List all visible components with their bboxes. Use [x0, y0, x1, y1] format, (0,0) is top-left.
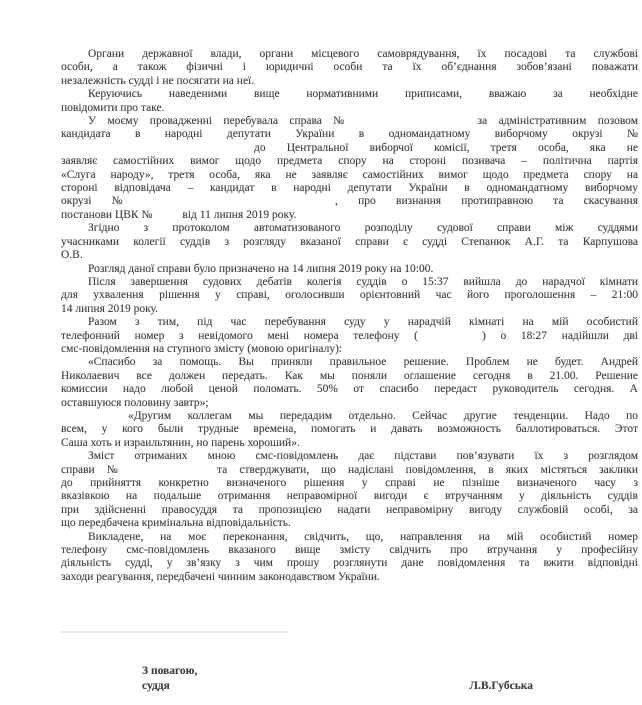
doc-text-segment: до Центральної виборчої комісії, третя особа, яка не [254, 141, 638, 154]
doc-line [61, 209, 638, 222]
doc-text-segment: Разом з тим, під час перебування суду у нарадчій кімнаті на мій особистий [88, 316, 638, 329]
doc-line [61, 289, 638, 302]
document-body [61, 48, 638, 693]
doc-line [61, 330, 638, 343]
doc-text-segment: всем, у кого были трудные времена, помогать и давать возможность баллотироваться. Этот [61, 423, 638, 436]
doc-line [61, 544, 638, 557]
doc-text-segment: Органи державної влади, органи місцевого самоврядування, їх посадові та службові [88, 48, 638, 60]
scan-artifact [60, 631, 288, 633]
doc-text-segment: учасниками колегії суддів з розгляду вказаної справи є судді Степанюк А.Г. та Карпушова [61, 235, 638, 248]
doc-line [61, 464, 638, 477]
doc-line [61, 383, 638, 396]
redaction-gap [418, 338, 482, 339]
doc-line [61, 222, 638, 235]
doc-line [61, 102, 638, 115]
doc-text-segment: оставшуюся половину завтр»; [61, 396, 209, 409]
doc-line [61, 88, 638, 101]
doc-line [61, 531, 638, 544]
doc-text-segment: Розгляд даної справи було призначено на 14 липня 2019 року на 10:00. [88, 262, 434, 275]
doc-text-segment: незалежність судді і не посягати на неї. [61, 74, 255, 87]
doc-text-segment: заходи реагування, передбачені чинним законодавством України. [61, 570, 380, 583]
doc-text-segment: та стверджувати, що надіслані повідомлення, в яких містяться заклики [216, 463, 638, 476]
redaction-gap [353, 123, 478, 124]
doc-text-segment: «Другим коллегам мы передадим отдельно. Сейчас другие тенденции. Надо по [128, 409, 638, 422]
doc-text-segment: при здійсненні правосуддя та пропозицією надати неправомірну вигоду службовій особі, за [61, 503, 638, 516]
doc-text-segment: смс-повідомлення на ступного змісту (мовою оригіналу): [61, 342, 343, 355]
doc-line [61, 48, 638, 61]
doc-line [61, 517, 638, 530]
doc-line [61, 356, 638, 369]
doc-line [61, 195, 638, 208]
doc-text-segment: від 11 липня 2019 року. [182, 208, 297, 221]
doc-line [61, 155, 638, 168]
doc-line [61, 115, 638, 128]
redaction-gap [127, 472, 217, 473]
doc-line [61, 263, 638, 276]
doc-text-segment: «Слуга народу», третя особа, яка не заявляє самостійних вимог щодо предмета спору на [61, 168, 638, 181]
doc-text-segment: О.В. [61, 249, 83, 262]
doc-text-segment: до прийняття конкретно визначеного рішення у справі не пізніше визначеного часу з [61, 477, 638, 489]
doc-text-segment: постанови ЦВК № [61, 208, 153, 221]
signature-closing: З повагою, [142, 665, 198, 678]
doc-line [61, 75, 638, 88]
doc-text-segment: Николаевич все должен передать. Как мы поняли оглашение сегодня в 21.00. Решение [61, 369, 638, 382]
doc-line [61, 236, 638, 249]
doc-text-segment: Після завершення судових дебатів колегія суддів о 15:37 вийшла до нарадчої кімнати [88, 275, 638, 288]
doc-text-segment: кандидата в народні депутати України в одномандатному виборчому окрузі № [61, 128, 638, 141]
doc-line [61, 142, 638, 155]
signature-role: суддя [142, 679, 170, 692]
doc-text-segment: , про визнання протиправною та скасування [335, 195, 638, 208]
doc-text-segment: стороні відповідача – кандидат в народні депутати України в одномандатному виборчому [61, 182, 638, 195]
redaction-gap [140, 203, 335, 204]
doc-text-segment: 14 липня 2019 року. [61, 302, 159, 315]
doc-text-segment: «Спасибо за помощь. Вы приняли правильное решение. Проблем не будет. Андрей [88, 356, 638, 369]
doc-line [61, 477, 638, 490]
doc-text-segment: Викладене, на моє переконання, свідчить, що, направлення на мій особистий номер [88, 530, 638, 543]
doc-line [61, 437, 638, 450]
doc-line [61, 370, 638, 383]
doc-text-segment: окрузі № [61, 195, 141, 208]
doc-line [61, 169, 638, 182]
doc-text-segment: вказівкою на подальше отримання неправомірної вигоди є втручанням у діяльність суддів [61, 490, 638, 503]
doc-line [61, 397, 638, 410]
doc-line [61, 504, 638, 517]
signature-block [142, 664, 533, 693]
doc-text-segment: справи № [61, 463, 127, 476]
doc-line [61, 557, 638, 570]
doc-text-segment: телефону смс-повідомлень вказаного вище змісту свідчить про втручання у професійну [61, 544, 638, 557]
redaction-gap [61, 150, 254, 151]
doc-line [61, 303, 638, 316]
doc-text-segment: діяльність судді, у зв’язку з чим прошу розглянути дане повідомлення та вжити відповідні [61, 557, 638, 570]
doc-text-segment: комиссии надо любой ценой поломать. 50% от спасибо передаст руководитель сегодня. А [61, 383, 638, 396]
doc-text-segment: Саша хоть и израильтянин, но парень хороший». [61, 436, 300, 449]
signature-row [142, 679, 533, 694]
doc-text-segment: У моєму провадженні перебувала справа № [88, 115, 353, 128]
doc-line [61, 343, 638, 356]
doc-line [61, 182, 638, 195]
doc-line [61, 316, 638, 329]
doc-line [61, 571, 638, 584]
doc-line [61, 276, 638, 289]
doc-text-segment: Згідно з протоколом автоматизованого розподілу судової справи між суддями [88, 222, 638, 235]
doc-text-segment: телефонний номер з невідомого мені номера телефону ( [61, 329, 418, 342]
redaction-gap [152, 217, 182, 218]
doc-text-segment: повідомити про таке. [61, 101, 165, 114]
doc-line [61, 450, 638, 463]
doc-text-segment: Зміст отриманих мною смс-повідомлень дає підстави пов’язувати їх з розглядом [88, 450, 638, 463]
doc-text-segment: ) о 18:27 надійшли дві [481, 329, 638, 342]
doc-line [61, 61, 638, 74]
doc-line [61, 410, 638, 423]
doc-line [61, 423, 638, 436]
doc-text-segment: для ухвалення рішення у справі, оголосивши орієнтовний час його проголошення – 21:00 [61, 289, 638, 302]
doc-line [61, 128, 638, 141]
doc-text-segment: що передбачена кримінальна відповідальність. [61, 517, 291, 530]
doc-line [61, 249, 638, 262]
signature-name: Л.В.Губська [469, 679, 533, 692]
document-text [61, 48, 638, 584]
doc-text-segment: заявляє самостійних вимог щодо предмета спору на стороні позивача – політична партія [61, 155, 638, 168]
doc-text-segment: Керуючись наведеними вище нормативними приписами, вважаю за необхідне [88, 88, 638, 101]
doc-text-segment: особи, а також фізичні і юридичні особи та їх об’єднання зобов’язані поважати [61, 61, 638, 74]
doc-line [61, 490, 638, 503]
doc-text-segment: за адміністративним позовом [477, 115, 638, 128]
